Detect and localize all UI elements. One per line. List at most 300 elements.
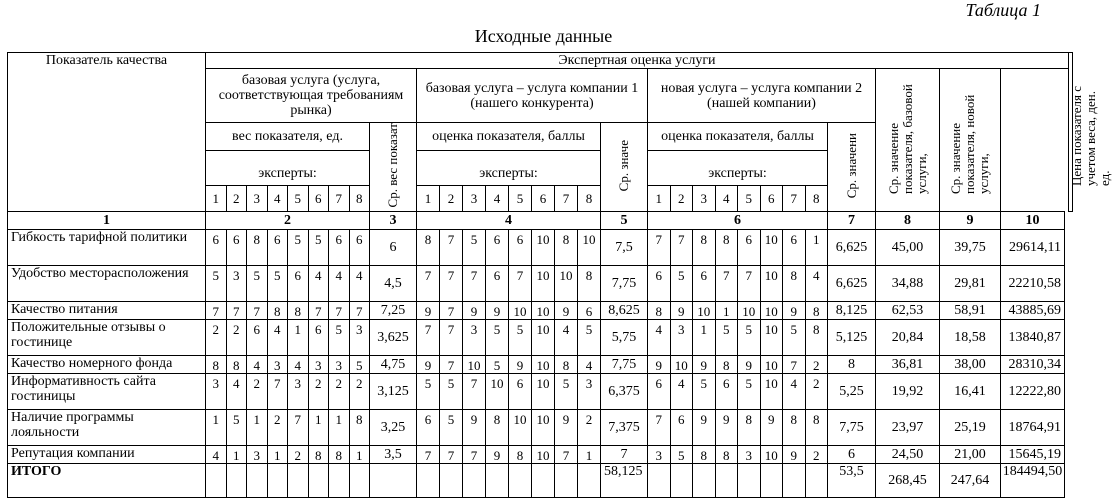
header-avg-val2: Ср. значени [828,123,876,212]
total-avg-value2: 53,5 [828,464,876,498]
score1-cell: 9 [486,446,509,464]
indicator-name: Репутация компании [8,446,206,464]
indicator-name: Положительные отзывы о гостинице [8,320,206,356]
weight-cell: 5 [206,266,227,302]
weight-cell: 4 [349,266,370,302]
weight-cell: 5 [267,266,288,302]
score1-cell: 10 [463,356,486,374]
empty-cell [417,464,440,498]
score1-cell: 5 [486,320,509,356]
expert-number: 3 [463,186,486,212]
score1-cell: 10 [578,230,601,266]
score1-cell: 7 [440,302,463,320]
expert-number: 2 [226,186,247,212]
col10-cell: 28310,34 [1001,356,1065,374]
header-col10: Цена показателя с учетом веса, ден. ед. [1069,53,1073,212]
weight-cell: 7 [308,302,329,320]
avg-value2-cell: 6,625 [828,230,876,266]
score1-cell: 1 [578,446,601,464]
weight-cell: 2 [247,374,268,410]
score1-cell: 10 [532,230,555,266]
score1-cell: 7 [463,266,486,302]
score1-cell: 10 [509,302,532,320]
weight-cell: 7 [349,302,370,320]
avg-value1-cell: 5,75 [601,320,648,356]
total-row [8,464,1073,498]
empty-cell [349,464,370,498]
expert-number: 2 [440,186,463,212]
avg-weight-cell: 3,125 [370,374,417,410]
score1-cell: 6 [509,374,532,410]
score2-cell: 8 [715,230,738,266]
col8-cell: 24,50 [876,446,940,464]
score1-cell: 10 [532,410,555,446]
weight-cell: 8 [329,446,350,464]
empty-cell [555,464,578,498]
column-number: 1 [8,212,206,230]
col8-cell: 34,88 [876,266,940,302]
avg-value2-cell: 6,625 [828,266,876,302]
col8-cell: 19,92 [876,374,940,410]
weight-cell: 8 [226,356,247,374]
weight-cell: 7 [226,302,247,320]
score2-cell: 5 [783,320,806,356]
score2-cell: 10 [760,266,783,302]
weight-cell: 3 [349,320,370,356]
score1-cell: 7 [509,266,532,302]
score1-cell: 8 [555,356,578,374]
weight-cell: 3 [308,356,329,374]
weight-cell: 1 [288,320,309,356]
total-label: ИТОГО [8,464,206,498]
score2-cell: 2 [805,374,828,410]
avg-value1-cell: 6,375 [601,374,648,410]
score2-cell: 9 [715,410,738,446]
score2-cell: 9 [693,410,716,446]
score1-cell: 10 [532,446,555,464]
score1-cell: 10 [532,374,555,410]
score1-cell: 7 [440,356,463,374]
score2-cell: 4 [648,320,671,356]
avg-value1-cell: 7,75 [601,266,648,302]
indicator-name: Информативность сайта гостиницы [8,374,206,410]
score2-cell: 8 [693,446,716,464]
header-experts-3: эксперты: [648,161,828,186]
score2-cell: 8 [738,410,761,446]
total-col8: 268,45 [876,464,940,498]
indicator-name: Гибкость тарифной политики [8,230,206,266]
table-row [8,356,1073,374]
empty-cell [783,464,806,498]
score2-cell: 8 [783,266,806,302]
avg-weight-cell: 3,25 [370,410,417,446]
col9-cell: 39,75 [940,230,1001,266]
empty-cell [578,464,601,498]
avg-value1-cell: 7,75 [601,356,648,374]
empty-cell [440,464,463,498]
weight-cell: 8 [206,356,227,374]
avg-weight-cell: 4,75 [370,356,417,374]
col9-cell: 25,19 [940,410,1001,446]
score1-cell: 5 [509,320,532,356]
score1-cell: 8 [555,230,578,266]
score2-cell: 9 [738,356,761,374]
header-experts-1: эксперты: [206,161,370,186]
weight-cell: 4 [329,266,350,302]
score2-cell: 10 [760,302,783,320]
score1-cell: 4 [578,356,601,374]
col9-cell: 18,58 [940,320,1001,356]
header-indicator: Показатель качества [8,53,206,212]
expert-number: 8 [349,186,370,212]
header-avg-val1: Ср. значе [601,123,648,212]
expert-number: 5 [738,186,761,212]
score2-cell: 8 [715,446,738,464]
column-number: 8 [876,212,940,230]
score2-cell: 6 [648,374,671,410]
weight-cell: 2 [329,374,350,410]
col10-cell: 43885,69 [1001,302,1065,320]
score1-cell: 5 [463,230,486,266]
table-row [8,410,1073,446]
score2-cell: 10 [760,230,783,266]
avg-value1-cell: 7 [601,446,648,464]
score2-cell: 4 [783,374,806,410]
score1-cell: 9 [509,356,532,374]
empty-cell [805,464,828,498]
score1-cell: 2 [578,410,601,446]
table-title: Исходные данные [474,26,613,46]
weight-cell: 7 [329,302,350,320]
score2-cell: 5 [693,374,716,410]
score2-cell: 6 [715,374,738,410]
score1-cell: 9 [463,410,486,446]
score2-cell: 4 [670,374,693,410]
header-score2: оценка показателя, баллы [648,123,828,151]
score1-cell: 6 [509,230,532,266]
weight-cell: 6 [329,230,350,266]
avg-value2-cell: 6 [828,446,876,464]
score2-cell: 5 [715,320,738,356]
column-number: 9 [940,212,1001,230]
score1-cell: 5 [417,374,440,410]
score2-cell: 5 [738,320,761,356]
score1-cell: 5 [440,374,463,410]
table-row [8,374,1073,410]
score1-cell: 5 [486,356,509,374]
col9-cell: 16,41 [940,374,1001,410]
weight-cell: 3 [267,356,288,374]
table-number: Таблица 1 [965,0,1041,20]
score2-cell: 8 [693,230,716,266]
score2-cell: 9 [648,356,671,374]
empty-cell [463,464,486,498]
score1-cell: 5 [555,374,578,410]
empty-cell [486,464,509,498]
score2-cell: 1 [715,302,738,320]
weight-cell: 2 [206,320,227,356]
score2-cell: 8 [805,320,828,356]
avg-value1-cell: 7,5 [601,230,648,266]
weight-cell: 3 [206,374,227,410]
score2-cell: 10 [760,446,783,464]
score1-cell: 7 [417,446,440,464]
indicator-name: Удобство месторасположения [8,266,206,302]
score2-cell: 7 [738,266,761,302]
score1-cell: 6 [417,410,440,446]
score1-cell: 7 [417,266,440,302]
score2-cell: 6 [648,266,671,302]
indicator-name: Наличие программы лояльности [8,410,206,446]
score2-cell: 6 [693,266,716,302]
avg-weight-cell: 3,5 [370,446,417,464]
score2-cell: 8 [783,410,806,446]
weight-cell: 3 [329,356,350,374]
column-number: 6 [648,212,828,230]
column-number: 3 [370,212,417,230]
score1-cell: 6 [486,266,509,302]
avg-weight-cell: 4,5 [370,266,417,302]
header-score1: оценка показателя, баллы [417,123,601,151]
score1-cell: 10 [532,320,555,356]
score1-cell: 8 [486,410,509,446]
weight-cell: 3 [247,446,268,464]
column-number: 7 [828,212,876,230]
expert-number: 7 [783,186,806,212]
col8-cell: 36,81 [876,356,940,374]
score1-cell: 10 [532,266,555,302]
col10-cell: 29614,11 [1001,230,1065,266]
expert-number: 4 [267,186,288,212]
weight-cell: 4 [247,356,268,374]
weight-cell: 4 [226,374,247,410]
table-row [8,230,1073,266]
avg-value2-cell: 7,75 [828,410,876,446]
weight-cell: 7 [247,302,268,320]
score1-cell: 7 [440,446,463,464]
weight-cell: 6 [267,230,288,266]
score1-cell: 7 [463,446,486,464]
score1-cell: 9 [555,410,578,446]
score1-cell: 7 [440,320,463,356]
weight-cell: 7 [288,410,309,446]
score1-cell: 6 [578,302,601,320]
score1-cell: 9 [486,302,509,320]
score2-cell: 9 [783,446,806,464]
score1-cell: 7 [555,446,578,464]
empty-cell [329,464,350,498]
col10-cell: 18764,91 [1001,410,1065,446]
table-row [8,302,1073,320]
avg-weight-cell: 7,25 [370,302,417,320]
score1-cell: 10 [509,410,532,446]
weight-cell: 6 [288,266,309,302]
weight-cell: 1 [308,410,329,446]
score2-cell: 9 [693,356,716,374]
empty-cell [532,464,555,498]
score2-cell: 6 [670,410,693,446]
col8-cell: 20,84 [876,320,940,356]
score1-cell: 9 [417,302,440,320]
expert-number: 6 [532,186,555,212]
header-expert-eval: Экспертная оценка услуги [206,53,1069,69]
empty-cell [288,464,309,498]
empty-cell [738,464,761,498]
score1-cell: 7 [440,230,463,266]
header-col8: Ср. значение показателя, базовой услуги, [876,69,940,212]
weight-cell: 6 [226,230,247,266]
table-row [8,266,1073,302]
score1-cell: 10 [532,356,555,374]
expert-number: 5 [288,186,309,212]
score2-cell: 6 [783,230,806,266]
score1-cell: 9 [417,356,440,374]
score2-cell: 5 [670,266,693,302]
weight-cell: 2 [267,410,288,446]
expert-number: 5 [509,186,532,212]
avg-value1-cell: 7,375 [601,410,648,446]
empty-cell [247,464,268,498]
weight-cell: 2 [349,374,370,410]
score1-cell: 8 [578,266,601,302]
weight-cell: 5 [288,230,309,266]
score1-cell: 5 [440,410,463,446]
score1-cell: 8 [509,446,532,464]
score2-cell: 7 [648,410,671,446]
header-new-service: новая услуга – услуга компании 2 (нашей компании) [648,69,876,123]
empty-cell [267,464,288,498]
total-col9: 247,64 [940,464,1001,498]
weight-cell: 8 [288,302,309,320]
score2-cell: 3 [670,320,693,356]
expert-number: 1 [417,186,440,212]
data-table [7,52,1112,498]
score1-cell: 10 [486,374,509,410]
weight-cell: 6 [349,230,370,266]
weight-cell: 2 [226,320,247,356]
score2-cell: 7 [648,230,671,266]
score1-cell: 10 [532,302,555,320]
weight-cell: 5 [247,266,268,302]
weight-cell: 6 [308,320,329,356]
weight-cell: 5 [329,320,350,356]
column-number: 10 [1001,212,1065,230]
avg-value2-cell: 5,125 [828,320,876,356]
expert-number: 8 [805,186,828,212]
weight-cell: 8 [349,410,370,446]
weight-cell: 6 [206,230,227,266]
score1-cell: 3 [463,320,486,356]
avg-value1-cell: 8,625 [601,302,648,320]
total-col10: 184494,50 [1001,464,1065,498]
col10-cell: 13840,87 [1001,320,1065,356]
score1-cell: 7 [440,266,463,302]
score1-cell: 5 [578,320,601,356]
empty-cell [226,464,247,498]
weight-cell: 3 [226,266,247,302]
score2-cell: 10 [738,302,761,320]
empty-cell [693,464,716,498]
score1-cell: 7 [463,374,486,410]
weight-cell: 5 [349,356,370,374]
weight-cell: 1 [329,410,350,446]
expert-number: 1 [206,186,227,212]
weight-cell: 4 [206,446,227,464]
score2-cell: 10 [760,374,783,410]
weight-cell: 4 [267,320,288,356]
avg-weight-cell: 3,625 [370,320,417,356]
expert-number: 2 [670,186,693,212]
weight-cell: 1 [349,446,370,464]
table-row [8,320,1073,356]
expert-number: 6 [760,186,783,212]
avg-value2-cell: 8,125 [828,302,876,320]
score2-cell: 8 [648,302,671,320]
avg-value2-cell: 8 [828,356,876,374]
score2-cell: 3 [738,446,761,464]
score2-cell: 1 [693,320,716,356]
score2-cell: 8 [805,410,828,446]
expert-number: 8 [578,186,601,212]
score2-cell: 8 [715,356,738,374]
col9-cell: 38,00 [940,356,1001,374]
col9-cell: 21,00 [940,446,1001,464]
score2-cell: 7 [783,356,806,374]
weight-cell: 1 [247,410,268,446]
score1-cell: 10 [555,266,578,302]
empty-cell [670,464,693,498]
weight-cell: 7 [206,302,227,320]
weight-cell: 5 [308,230,329,266]
expert-number: 4 [715,186,738,212]
header-experts-2: эксперты: [417,161,601,186]
score2-cell: 5 [670,446,693,464]
score2-cell: 4 [805,266,828,302]
weight-cell: 8 [308,446,329,464]
empty-cell [308,464,329,498]
expert-number: 7 [329,186,350,212]
col9-cell: 58,91 [940,302,1001,320]
score1-cell: 6 [486,230,509,266]
col10-cell: 12222,80 [1001,374,1065,410]
col8-cell: 23,97 [876,410,940,446]
weight-cell: 3 [288,374,309,410]
header-weight: вес показателя, ед. [206,123,370,151]
weight-cell: 4 [288,356,309,374]
score2-cell: 10 [670,356,693,374]
score1-cell: 4 [555,320,578,356]
score2-cell: 2 [805,446,828,464]
weight-cell: 1 [267,446,288,464]
score2-cell: 6 [738,230,761,266]
weight-cell: 8 [267,302,288,320]
expert-number: 3 [693,186,716,212]
empty-cell [648,464,671,498]
score2-cell: 5 [738,374,761,410]
score1-cell: 9 [463,302,486,320]
score1-cell: 9 [555,302,578,320]
weight-cell: 8 [247,230,268,266]
empty-cell [370,464,417,498]
expert-number: 4 [486,186,509,212]
score1-cell: 8 [417,230,440,266]
score2-cell: 9 [670,302,693,320]
header-base: базовая услуга (услуга, соответствующая требованиям рынка) [206,69,417,123]
score2-cell: 7 [715,266,738,302]
expert-number: 6 [308,186,329,212]
score2-cell: 10 [760,356,783,374]
col9-cell: 29,81 [940,266,1001,302]
